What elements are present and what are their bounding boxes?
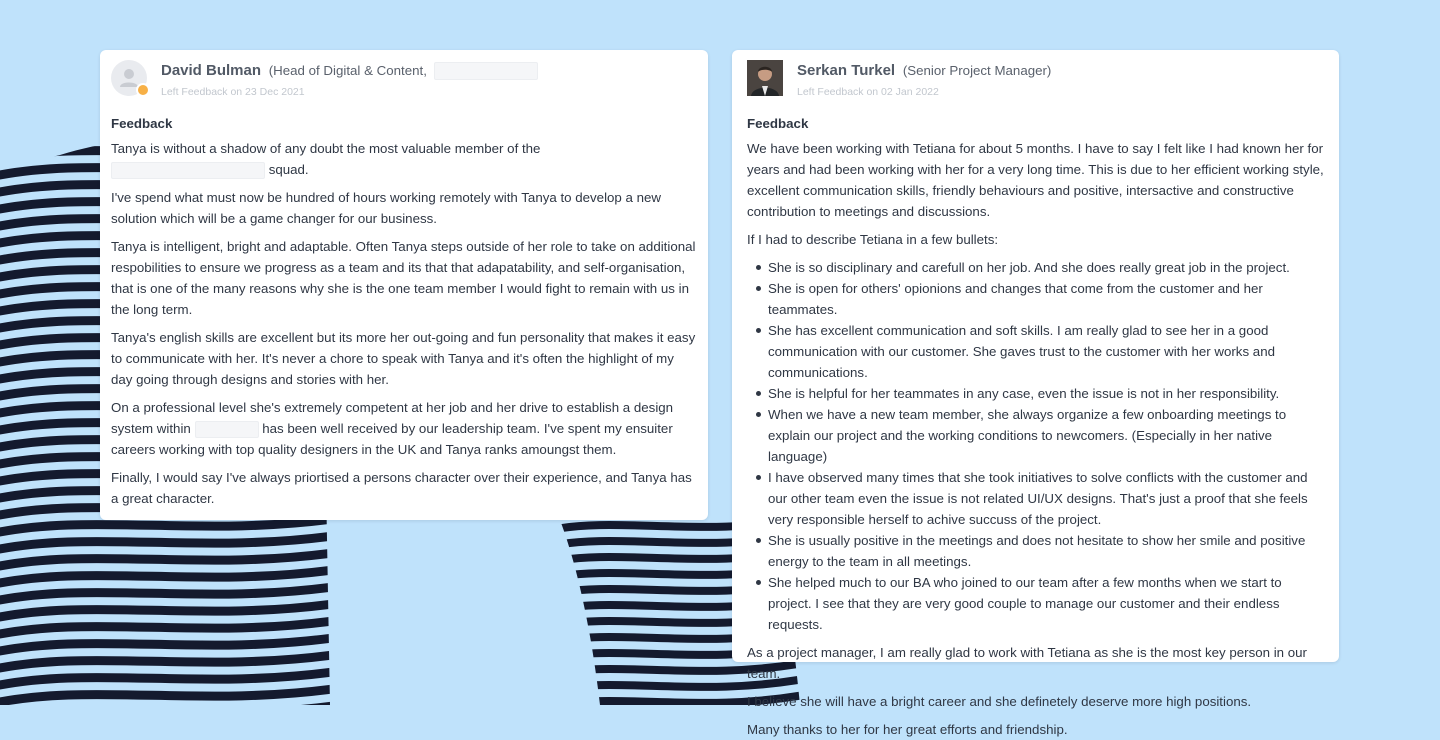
bullet-item: She is so disciplinary and carefull on her job. And she does really great job in the project. (747, 257, 1324, 278)
redacted-company (434, 62, 538, 80)
bullet-item: When we have a new team member, she always organize a few onboarding meetings to explain our project and the working conditions to newcomers. (Especially in her native language) (747, 404, 1324, 467)
stripe (0, 569, 340, 585)
stripe (0, 603, 340, 619)
recommendation-badge-icon (136, 83, 150, 97)
stripe (0, 705, 340, 721)
bullet-item: She has excellent communication and soft skills. I am really glad to see her in a good communication with our customer. She gaves trust to the customer with her works and communications. (747, 320, 1324, 383)
feedback-paragraph: Tanya is intelligent, bright and adaptable. Often Tanya steps outside of her role to take on additional respobilities to ensure we progress as a team and its that that adapatability, and self-organisation, that is one of the many reasons why she is the one team member I would fight to remain with us in the long term. (111, 239, 696, 317)
author-role: (Head of Digital & Content, (268, 63, 427, 78)
stripe (0, 535, 340, 551)
feedback-paragraph: Finally, I would say I've always priortised a persons character over their experience, and Tanya has a great character. (111, 470, 692, 506)
stripe (0, 654, 340, 670)
author-name[interactable]: Serkan Turkel (797, 62, 896, 79)
bullet-item: She helped much to our BA who joined to our team after a few months when we start to project. I see that they are very good couple to manage our customer and their endless requests. (747, 572, 1324, 635)
author-line (161, 60, 538, 81)
avatar[interactable] (747, 60, 783, 96)
section-title: Feedback (111, 116, 173, 131)
feedback-date: Left Feedback on 02 Jan 2022 (797, 86, 939, 98)
redacted-text (195, 421, 259, 438)
stripe (0, 586, 340, 602)
bullet-item: She is helpful for her teammates in any case, even the issue is not in her responsibility. (747, 383, 1324, 404)
stripe (0, 671, 340, 687)
feedback-paragraph (111, 397, 697, 460)
paragraph-text: Tanya is without a shadow of any doubt the most valuable member of the (111, 141, 541, 156)
feedback-paragraph: Tanya's english skills are excellent but its more her out-going and fun personality that makes it easy to communicate with her. It's never a chore to speak with Tanya and it's often the highlight of my day going through designs and stories with her. (111, 330, 696, 387)
bullet-item: She is open for others' opionions and changes that come from the customer and her teammates. (747, 278, 1324, 320)
author-line (797, 60, 1051, 81)
feedback-date: Left Feedback on 23 Dec 2021 (161, 86, 305, 98)
author-name[interactable]: David Bulman (161, 62, 262, 79)
feedback-paragraph: I've spend what must now be hundred of hours working remotely with Tanya to develop a new solution which will be a game changer for our business. (111, 190, 661, 226)
feedback-paragraph (111, 138, 697, 180)
feedback-paragraph: As a project manager, I am really glad to work with Tetiana as she is the most key person in our team. (747, 645, 1307, 681)
card-header (111, 50, 697, 110)
paragraph-text: On a professional level she's extremely competent at her job and her drive to establish a design system within (111, 400, 674, 436)
profile-photo-icon (747, 60, 783, 96)
paragraph-text: has been well received by our leadership team. I've spent my ensuiter careers working with top quality designers in the UK and Tanya ranks amoungst them. (111, 421, 673, 457)
section-title: Feedback (747, 116, 809, 131)
avatar[interactable] (111, 60, 147, 96)
bullet-item: I have observed many times that she took initiatives to solve conflicts with the customer and our other team even the issue is not related UI/UX designs. That's just a proof that she feels very responsible herself to achive succuss of the project. (747, 467, 1324, 530)
card-header (747, 50, 1324, 110)
author-role: (Senior Project Manager) (902, 63, 1052, 78)
feedback-paragraph: We have been working with Tetiana for about 5 months. I have to say I felt like I had known her for years and had been working with her for a very long time. This is due to her efficient working style, excellent communication skills, friendly behaviours and positive, intersactive and constructive contribution to meetings and discussions. (747, 141, 1324, 219)
feedback-paragraph: Many thanks to her for her great efforts and friendship. (747, 722, 1068, 737)
feedback-paragraph: If I had to describe Tetiana in a few bullets: (747, 232, 999, 247)
bullet-list (747, 257, 1324, 635)
stripe (0, 620, 340, 636)
bullet-item: She is usually positive in the meetings and does not hesitate to show her smile and positive energy to the team in all meetings. (747, 530, 1324, 572)
stripe (0, 637, 340, 653)
paragraph-text: squad. (268, 162, 309, 177)
feedback-card-david-bulman (100, 50, 708, 520)
feedback-card-serkan-turkel (732, 50, 1339, 737)
stripe (0, 518, 340, 534)
feedback-paragraph: I believe she will have a bright career and she definetely deserve more high positions. (747, 694, 1252, 709)
redacted-text (111, 162, 265, 179)
stripe (0, 552, 340, 568)
stripe (0, 688, 340, 704)
